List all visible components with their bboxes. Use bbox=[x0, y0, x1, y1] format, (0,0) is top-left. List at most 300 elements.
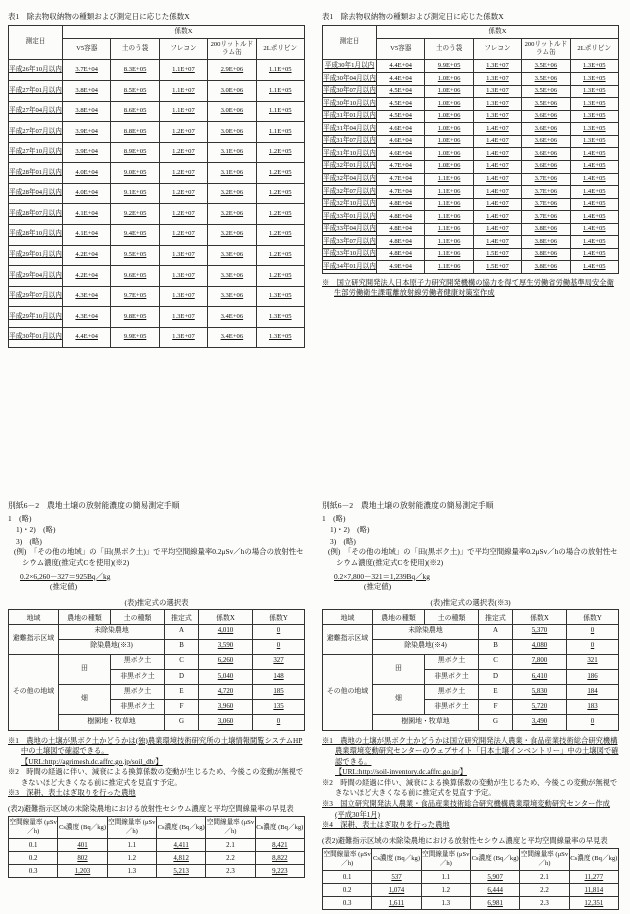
table-row bbox=[323, 148, 619, 161]
table-row bbox=[9, 60, 305, 81]
table-cell: 1.2E+05 bbox=[256, 204, 304, 225]
table-cell: 平成30年1月以内 bbox=[323, 60, 377, 73]
table-row bbox=[323, 248, 619, 261]
table-cell: 1.4E+05 bbox=[570, 223, 618, 236]
table-cell: 平成33年07月以内 bbox=[323, 236, 377, 249]
table-cell: 6,260 bbox=[199, 654, 253, 669]
col-header-soil-type: 土の種類 bbox=[425, 609, 479, 624]
table-cell: 1.3E+05 bbox=[570, 73, 618, 86]
example-text: (例) 「その他の地域」の「田(黒ボク土)」で平均空間線量率0.2μSv／hの場合の放射性セシウム濃度(推定式Cを使用)(※2) bbox=[14, 547, 304, 568]
table-cell: 未除染農地 bbox=[373, 624, 479, 639]
table-cell: 0.1 bbox=[323, 871, 372, 884]
table-cell: 1,203 bbox=[58, 865, 107, 878]
table-cell: 11,814 bbox=[569, 884, 618, 897]
procedure-line: 3) (略) bbox=[330, 536, 356, 546]
table-cell: 1.4E+07 bbox=[473, 198, 521, 211]
table-cell: 1.1E+05 bbox=[256, 101, 304, 122]
table-cell: 6,410 bbox=[513, 669, 567, 684]
col-header-formula: 推定式 bbox=[165, 609, 199, 624]
table-cell: 1.3E+07 bbox=[473, 110, 521, 123]
procedure-line: 1 (略) bbox=[322, 514, 346, 523]
col-header-cs-concentration: Cs濃度 (Bq／kg) bbox=[470, 849, 519, 871]
table-cell: 4.8E+04 bbox=[377, 248, 425, 261]
coefficient-table-body bbox=[323, 60, 619, 274]
col-header-container: 200リットルドラム缶 bbox=[208, 38, 256, 59]
table-cell: 6,444 bbox=[470, 884, 519, 897]
table-cell: 平成29年10月以内 bbox=[9, 307, 63, 328]
table-cell: 9.2E+05 bbox=[111, 204, 159, 225]
table-cell: 田 bbox=[373, 654, 425, 684]
table-cell: 3.1E+06 bbox=[208, 163, 256, 184]
table-cell: 1.0E+06 bbox=[425, 110, 473, 123]
table-row bbox=[323, 60, 619, 73]
table-cell: A bbox=[165, 624, 199, 639]
table-cell: 平成32年04月以内 bbox=[323, 173, 377, 186]
table-cell: G bbox=[479, 715, 513, 730]
table-cell: 3.4E+06 bbox=[208, 307, 256, 328]
table-cell: 3.1E+06 bbox=[208, 142, 256, 163]
table-cell: 1.1E+05 bbox=[256, 81, 304, 102]
table-cell: 8.9E+05 bbox=[111, 142, 159, 163]
table-cell: 1.2E+07 bbox=[159, 163, 207, 184]
col-header-container: フレコン bbox=[159, 38, 207, 59]
attachment-title: 別紙6－2 農地土壌の放射能濃度の簡易測定手順 bbox=[322, 501, 494, 510]
table-cell: 4.5E+04 bbox=[377, 85, 425, 98]
selection-table-body bbox=[9, 624, 305, 730]
table-cell: 9.5E+05 bbox=[111, 245, 159, 266]
table-cell: その他の地域 bbox=[323, 654, 373, 730]
table-cell: 1,074 bbox=[372, 884, 421, 897]
table-row bbox=[323, 654, 619, 669]
col-header-coef-y: 係数Y bbox=[567, 609, 619, 624]
table-cell: 321 bbox=[567, 654, 619, 669]
table-cell: 1.4E+05 bbox=[570, 160, 618, 173]
table-cell: 平成29年01月以内 bbox=[9, 245, 63, 266]
col-header-cs-concentration: Cs濃度 (Bq／kg) bbox=[255, 817, 304, 839]
table-row bbox=[323, 884, 619, 897]
quick-reference-table-body bbox=[323, 871, 619, 910]
note-line: ※1 農地の土壌が黒ボク土かどうかは国立研究開発法人農業・食品産業技術総合研究機構農業環境変動研究センターのウェブサイト「日本土壌インベントリー」中の土壌図で確認できる。 bbox=[322, 735, 619, 766]
table1-title: 表1 除去物収納物の種類および測定日に応じた係数X bbox=[8, 12, 190, 21]
table-cell: 1.3E+07 bbox=[159, 286, 207, 307]
selection-table-body bbox=[323, 624, 619, 730]
table-cell: 1.3E+05 bbox=[570, 98, 618, 111]
table-cell: 184 bbox=[567, 685, 619, 700]
table-row bbox=[323, 261, 619, 274]
table-cell: 平成27年01月以内 bbox=[9, 81, 63, 102]
table-cell: C bbox=[479, 654, 513, 669]
table-cell: 1.2E+05 bbox=[256, 224, 304, 245]
table-cell: 3.7E+06 bbox=[522, 173, 570, 186]
table-cell: 1.2 bbox=[107, 852, 156, 865]
table-cell: 平成27年10月以内 bbox=[9, 142, 63, 163]
left-table1-block bbox=[8, 10, 305, 494]
table-cell: 1.2E+07 bbox=[159, 122, 207, 143]
col-header-coef-x: 係数X bbox=[199, 609, 253, 624]
table-cell: 802 bbox=[58, 852, 107, 865]
table-cell: 1.4E+05 bbox=[570, 248, 618, 261]
col-header-farmland-type: 農地の種類 bbox=[59, 609, 111, 624]
col-header-date: 測定日 bbox=[323, 25, 377, 60]
table-cell: 4,010 bbox=[199, 624, 253, 639]
table-cell: 1.2E+07 bbox=[159, 224, 207, 245]
table-cell: 1.2E+05 bbox=[256, 266, 304, 287]
table-cell: 1.4E+07 bbox=[473, 236, 521, 249]
table-cell: B bbox=[479, 639, 513, 654]
table-cell: 1.3E+05 bbox=[570, 60, 618, 73]
table-cell: 9.9E+05 bbox=[111, 327, 159, 348]
table-cell: 1.4E+07 bbox=[473, 135, 521, 148]
table-cell: 3.8E+06 bbox=[522, 223, 570, 236]
table-cell: 4.4E+04 bbox=[377, 60, 425, 73]
estimation-formula-selection-table bbox=[8, 609, 305, 731]
table-cell: 4.8E+04 bbox=[377, 211, 425, 224]
table-cell: 3.0E+06 bbox=[208, 101, 256, 122]
table-cell: 0 bbox=[253, 639, 305, 654]
table-cell: 3.8E+06 bbox=[522, 236, 570, 249]
procedure-line: 1)・2) (略) bbox=[330, 525, 370, 535]
note-line: ※1 農地の土壌が黒ボク土かどうかは(独)農業環境技術研究所の土壌情報閲覧システムHP中の土壌図で確認できる。 bbox=[8, 735, 303, 756]
table-cell: 5,720 bbox=[513, 700, 567, 715]
table-row bbox=[323, 173, 619, 186]
table-cell: 1.0E+06 bbox=[425, 123, 473, 136]
table-cell: 除染農地(※4) bbox=[373, 639, 479, 654]
table-cell: 畑 bbox=[59, 685, 111, 715]
table-cell: B bbox=[165, 639, 199, 654]
table-cell: 平成31年10月以内 bbox=[323, 148, 377, 161]
coefficient-table bbox=[322, 25, 619, 274]
table-cell: 3.9E+04 bbox=[63, 142, 111, 163]
table-cell: 未除染農地 bbox=[59, 624, 165, 639]
table-cell: 平成27年04月以内 bbox=[9, 101, 63, 122]
table-cell: 平成30年10月以内 bbox=[323, 98, 377, 111]
quick-reference-table-title: (表2)避難指示区域の未除染農地における放射性セシウム濃度と平均空間線量率の早見表 bbox=[8, 804, 294, 814]
table-cell: 平成29年07月以内 bbox=[9, 286, 63, 307]
attachment-title: 別紙6－2 農地土壌の放射能濃度の簡易測定手順 bbox=[8, 501, 180, 510]
table-cell: 3.2E+06 bbox=[208, 224, 256, 245]
table-cell: 1.2 bbox=[421, 884, 470, 897]
table-cell: 1,611 bbox=[372, 897, 421, 910]
table-cell: 1.1E+05 bbox=[256, 60, 304, 81]
table-cell: 12,351 bbox=[569, 897, 618, 910]
table-cell: 1.3E+05 bbox=[570, 123, 618, 136]
table-row bbox=[323, 624, 619, 639]
col-header-coef-y: 係数Y bbox=[253, 609, 305, 624]
table-cell: 1.3E+07 bbox=[473, 60, 521, 73]
col-header-dose-rate: 空間線量率 (μSv／h) bbox=[9, 817, 58, 839]
col-header-container: フレコン bbox=[473, 38, 521, 59]
table-cell: 1.1E+07 bbox=[159, 101, 207, 122]
table-row bbox=[323, 135, 619, 148]
col-header-formula: 推定式 bbox=[479, 609, 513, 624]
table-cell: 1.5E+07 bbox=[473, 261, 521, 274]
table-cell: 1.1E+06 bbox=[425, 186, 473, 199]
table-cell: 1.1 bbox=[107, 839, 156, 852]
table-cell: 148 bbox=[253, 669, 305, 684]
table-cell: 0.2 bbox=[323, 884, 372, 897]
table-cell: 1.4E+05 bbox=[570, 198, 618, 211]
table-cell: 4.8E+04 bbox=[377, 236, 425, 249]
table-cell: 1.2E+05 bbox=[256, 163, 304, 184]
table-cell: 1.1E+06 bbox=[425, 198, 473, 211]
table-cell: 2.2 bbox=[520, 884, 569, 897]
table-row bbox=[323, 160, 619, 173]
table-cell: 3.7E+06 bbox=[522, 186, 570, 199]
example-text: (例) 「その他の地域」の「田(黒ボク土)」で平均空間線量率0.2μSv／hの場合の放射性セシウム濃度(推定式Cを使用)(※2) bbox=[328, 547, 618, 568]
col-header-container: V5容器 bbox=[63, 38, 111, 59]
table-cell: 3.5E+06 bbox=[522, 85, 570, 98]
table-cell: 除染農地(※3) bbox=[59, 639, 165, 654]
note-line: ※3 国立研究開発法人農業・食品産業技術総合研究機構農業環境変動研究センター作成(平成30年1月) bbox=[322, 799, 610, 819]
col-header-date: 測定日 bbox=[9, 25, 63, 60]
table-cell: G bbox=[165, 715, 199, 730]
table-cell: 4.5E+04 bbox=[377, 110, 425, 123]
table-cell: 9.4E+05 bbox=[111, 224, 159, 245]
table-row bbox=[323, 85, 619, 98]
table-cell: 8.6E+05 bbox=[111, 101, 159, 122]
formula-note: (推定値) bbox=[50, 581, 78, 591]
table-cell: 1.4E+07 bbox=[473, 160, 521, 173]
table-cell: 4.8E+04 bbox=[377, 223, 425, 236]
col-header-cs-concentration: Cs濃度 (Bq／kg) bbox=[58, 817, 107, 839]
table-cell: 135 bbox=[253, 700, 305, 715]
table-cell: 5,040 bbox=[199, 669, 253, 684]
table-cell: 1.2E+05 bbox=[256, 245, 304, 266]
table-row bbox=[323, 198, 619, 211]
table-cell: 平成28年07月以内 bbox=[9, 204, 63, 225]
table-cell: 1.1E+06 bbox=[425, 261, 473, 274]
col-header-dose-rate: 空間線量率 (μSv／h) bbox=[206, 817, 255, 839]
table-row bbox=[9, 624, 305, 639]
table-row bbox=[9, 122, 305, 143]
table-cell: 4,720 bbox=[199, 685, 253, 700]
table-cell: 4.4E+04 bbox=[63, 327, 111, 348]
table-cell: 3.5E+06 bbox=[522, 98, 570, 111]
table-cell: 1.1E+07 bbox=[159, 81, 207, 102]
table-cell: 1.4E+05 bbox=[570, 173, 618, 186]
procedure-section bbox=[8, 500, 305, 592]
table-cell: 1.3E+05 bbox=[256, 307, 304, 328]
col-header-region: 地域 bbox=[9, 609, 59, 624]
note-line: ※2 時間の経過に伴い、減衰による換算係数の変動が生じるため、今後この変動が無視できないほど大きくなる前に推定式を見直す予定。 bbox=[322, 777, 618, 798]
table-cell: 8.5E+05 bbox=[111, 81, 159, 102]
table-cell: 537 bbox=[372, 871, 421, 884]
col-header-container: 土のう袋 bbox=[425, 38, 473, 59]
col-header-cs-concentration: Cs濃度 (Bq／kg) bbox=[569, 849, 618, 871]
table-cell: 1.1E+06 bbox=[425, 236, 473, 249]
table-row bbox=[9, 654, 305, 669]
table-cell: 3,060 bbox=[199, 715, 253, 730]
table-cell: 1.2E+07 bbox=[159, 183, 207, 204]
table-cell: 4.6E+04 bbox=[377, 135, 425, 148]
col-header-dose-rate: 空間線量率 (μSv／h) bbox=[107, 817, 156, 839]
col-header-dose-rate: 空間線量率 (μSv／h) bbox=[421, 849, 470, 871]
quick-reference-table-head bbox=[323, 849, 619, 871]
example-formula: 0.2×7,800－321＝1,239Bq／kg bbox=[334, 571, 430, 581]
table-cell: 8.8E+05 bbox=[111, 122, 159, 143]
table-cell: 1.1E+06 bbox=[425, 223, 473, 236]
table-cell: C bbox=[165, 654, 199, 669]
table-cell: 3.6E+06 bbox=[522, 123, 570, 136]
table-cell: 9.0E+05 bbox=[111, 163, 159, 184]
table-cell: 4,411 bbox=[156, 839, 205, 852]
table-cell: 1.0E+06 bbox=[425, 98, 473, 111]
table-cell: 黒ボク土 bbox=[425, 685, 479, 700]
example-formula: 0.2×6,260－327＝925Bq／kg bbox=[20, 571, 111, 581]
selection-table-head bbox=[323, 609, 619, 624]
table-cell: 非黒ボク土 bbox=[425, 700, 479, 715]
table-cell: 6,981 bbox=[470, 897, 519, 910]
table-cell: 0 bbox=[567, 624, 619, 639]
table-cell: 樹園地・牧草地 bbox=[373, 715, 479, 730]
col-header-soil-type: 土の種類 bbox=[111, 609, 165, 624]
table-row bbox=[9, 204, 305, 225]
table-cell: D bbox=[479, 669, 513, 684]
table-cell: 4.0E+04 bbox=[63, 163, 111, 184]
table-cell: 4.6E+04 bbox=[377, 148, 425, 161]
table-cell: 1.5E+07 bbox=[473, 248, 521, 261]
table-cell: 3,490 bbox=[513, 715, 567, 730]
table-cell: 1.4E+07 bbox=[473, 211, 521, 224]
table-cell: 非黒ボク土 bbox=[111, 669, 165, 684]
table-cell: 非黒ボク土 bbox=[111, 700, 165, 715]
note-line: ※3 深耕、表土はぎ取りを行った農地 bbox=[8, 788, 136, 798]
table-cell: 0 bbox=[253, 715, 305, 730]
col-header-dose-rate: 空間線量率 (μSv／h) bbox=[520, 849, 569, 871]
table-cell: 3.8E+04 bbox=[63, 101, 111, 122]
table-cell: 3.4E+06 bbox=[208, 327, 256, 348]
table-cell: 1.1E+06 bbox=[425, 248, 473, 261]
table-cell: 1.3E+05 bbox=[570, 85, 618, 98]
table-cell: 1.3E+05 bbox=[256, 327, 304, 348]
table-cell: 5,907 bbox=[470, 871, 519, 884]
table-cell: 4.2E+04 bbox=[63, 266, 111, 287]
table-cell: 1.0E+06 bbox=[425, 73, 473, 86]
table-cell: 1.1 bbox=[421, 871, 470, 884]
table-cell: F bbox=[165, 700, 199, 715]
table-cell: D bbox=[165, 669, 199, 684]
table-cell: 1.1E+06 bbox=[425, 173, 473, 186]
table-cell: 3,590 bbox=[199, 639, 253, 654]
table-cell: 平成32年10月以内 bbox=[323, 198, 377, 211]
table-cell: 9.9E+05 bbox=[425, 60, 473, 73]
table-cell: その他の地域 bbox=[9, 654, 59, 730]
table-cell: 黒ボク土 bbox=[111, 654, 165, 669]
table-cell: 2.9E+06 bbox=[208, 60, 256, 81]
table-row bbox=[9, 224, 305, 245]
table-cell: 1.2E+07 bbox=[159, 204, 207, 225]
table-cell: 8,822 bbox=[255, 852, 304, 865]
table-cell: 平成30年07月以内 bbox=[323, 85, 377, 98]
table-cell: 4.7E+04 bbox=[377, 173, 425, 186]
table-cell: 平成31年04月以内 bbox=[323, 123, 377, 136]
table-cell: 4.6E+04 bbox=[377, 123, 425, 136]
note-line: ※2 時間の経過に伴い、減衰による換算係数の変動が生じるため、今後この変動が無視できないほど大きくなる前に推定式を見直す予定。 bbox=[8, 767, 304, 787]
table-cell: 平成28年10月以内 bbox=[9, 224, 63, 245]
table-cell: 3.3E+06 bbox=[208, 266, 256, 287]
table-cell: 3.7E+04 bbox=[63, 60, 111, 81]
table-cell: 0.1 bbox=[9, 839, 58, 852]
table-row bbox=[9, 81, 305, 102]
table-cell: 4.9E+04 bbox=[377, 261, 425, 274]
table-cell: 0 bbox=[567, 715, 619, 730]
table-cell: 183 bbox=[567, 700, 619, 715]
table-cell: 1.3 bbox=[421, 897, 470, 910]
table-row bbox=[323, 110, 619, 123]
right-table1-block bbox=[322, 10, 619, 494]
table-row bbox=[9, 286, 305, 307]
col-header-container: 土のう袋 bbox=[111, 38, 159, 59]
selection-table-title: (表)推定式の選択表(※3) bbox=[430, 597, 511, 607]
table-row bbox=[9, 307, 305, 328]
table-row bbox=[323, 73, 619, 86]
table-cell: 4.1E+04 bbox=[63, 204, 111, 225]
table-cell: 3.9E+04 bbox=[63, 122, 111, 143]
table-row bbox=[323, 98, 619, 111]
selection-table-head bbox=[9, 609, 305, 624]
table-cell: 平成31年01月以内 bbox=[323, 110, 377, 123]
table-cell: 1.4E+07 bbox=[473, 223, 521, 236]
table-cell: 185 bbox=[253, 685, 305, 700]
table-cell: 3,960 bbox=[199, 700, 253, 715]
table-cell: 4.3E+04 bbox=[63, 307, 111, 328]
table-cell: 平成33年01月以内 bbox=[323, 211, 377, 224]
col-header-dose-rate: 空間線量率 (μSv／h) bbox=[323, 849, 372, 871]
table-cell: 3.8E+06 bbox=[522, 261, 570, 274]
table-cell: 3.6E+06 bbox=[522, 110, 570, 123]
table1-title: 表1 除去物収納物の種類および測定日に応じた係数X bbox=[322, 12, 504, 21]
table-cell: 0 bbox=[567, 639, 619, 654]
table-cell: 1.0E+06 bbox=[425, 85, 473, 98]
table-cell: 9.1E+05 bbox=[111, 183, 159, 204]
table-cell: 1.2E+07 bbox=[159, 142, 207, 163]
table-cell: 11,277 bbox=[569, 871, 618, 884]
table-cell: 1.4E+05 bbox=[570, 148, 618, 161]
table-cell: 1.1E+07 bbox=[159, 60, 207, 81]
table-cell: 平成34年01月以内 bbox=[323, 261, 377, 274]
note-line: 【URL:http://soil-inventory.dc.affrc.go.jp/】 bbox=[335, 767, 467, 777]
table-cell: 1.4E+07 bbox=[473, 173, 521, 186]
table-row bbox=[9, 839, 305, 852]
table-cell: 4,080 bbox=[513, 639, 567, 654]
selection-table-title: (表)推定式の選択表 bbox=[124, 597, 189, 607]
note-line: 【URL:http://agrimesh.dc.affrc.go.jp/soil_db/】 bbox=[21, 756, 163, 766]
table-cell: 平成30年01月以内 bbox=[9, 327, 63, 348]
table-cell: 樹園地・牧草地 bbox=[59, 715, 165, 730]
table-cell: 0.3 bbox=[9, 865, 58, 878]
quick-reference-table-head bbox=[9, 817, 305, 839]
col-header-cs-concentration: Cs濃度 (Bq／kg) bbox=[372, 849, 421, 871]
table-row bbox=[9, 142, 305, 163]
new-version-column bbox=[322, 10, 619, 910]
table-cell: 1.0E+06 bbox=[425, 148, 473, 161]
table-cell: 平成30年04月以内 bbox=[323, 73, 377, 86]
table-cell: 1.2E+05 bbox=[256, 142, 304, 163]
table-row bbox=[323, 871, 619, 884]
table-cell: 3.8E+04 bbox=[63, 81, 111, 102]
table-cell: 非黒ボク土 bbox=[425, 669, 479, 684]
table-cell: 2.1 bbox=[206, 839, 255, 852]
table-cell: 9,223 bbox=[255, 865, 304, 878]
table-cell: 田 bbox=[59, 654, 111, 684]
table-cell: F bbox=[479, 700, 513, 715]
table-cell: 9.7E+05 bbox=[111, 286, 159, 307]
table-cell: 327 bbox=[253, 654, 305, 669]
table-row bbox=[9, 183, 305, 204]
procedure-line: 3) (略) bbox=[16, 536, 42, 546]
table-cell: 平成28年04月以内 bbox=[9, 183, 63, 204]
table-cell: 3.6E+06 bbox=[522, 148, 570, 161]
